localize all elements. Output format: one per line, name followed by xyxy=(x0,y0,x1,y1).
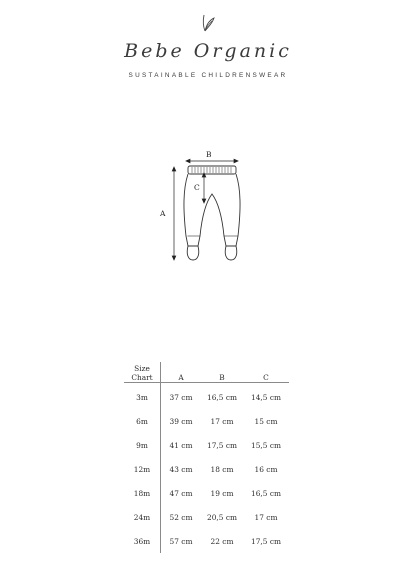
measure-a-cell: 57 cm xyxy=(169,536,193,546)
measure-a-cell: 52 cm xyxy=(169,512,193,522)
measure-b-cell: 16,5 cm xyxy=(207,392,237,402)
size-cell: 36m xyxy=(124,529,161,553)
trousers-outline xyxy=(184,174,240,246)
table-row xyxy=(124,529,289,553)
size-cell: 18m xyxy=(124,481,161,505)
waistband-ribbing xyxy=(192,167,231,173)
measure-c-cell: 17 cm xyxy=(254,512,278,522)
size-chart-header-chart: Chart xyxy=(131,373,153,382)
measure-c-cell: 15,5 cm xyxy=(251,440,281,450)
measure-a-cell: 41 cm xyxy=(169,440,193,450)
measure-a-cell: 39 cm xyxy=(169,416,193,426)
table-row xyxy=(124,409,289,433)
measure-c-cell: 17,5 cm xyxy=(251,536,281,546)
measure-b-cell: 22 cm xyxy=(210,536,234,546)
trousers-measurement-diagram xyxy=(150,144,270,270)
measure-c-cell: 16,5 cm xyxy=(251,488,281,498)
arrow-a-bottom-head xyxy=(172,256,176,260)
brand-tagline: SUSTAINABLE CHILDRENSWEAR xyxy=(128,72,288,79)
size-chart-table xyxy=(124,362,289,553)
arrow-a-top-head xyxy=(172,167,176,171)
size-cell: 9m xyxy=(124,433,161,457)
measure-b-cell: 20,5 cm xyxy=(207,512,237,522)
table-row xyxy=(124,481,289,505)
size-cell: 3m xyxy=(124,383,161,410)
measure-c-cell: 16 cm xyxy=(254,464,278,474)
measure-b-cell: 19 cm xyxy=(210,488,234,498)
measure-a-cell: 43 cm xyxy=(169,464,193,474)
measure-c-cell: 14,5 cm xyxy=(251,392,281,402)
arrow-c-bottom-head xyxy=(202,199,206,203)
measure-a-cell: 37 cm xyxy=(169,392,193,402)
measure-b-cell: 18 cm xyxy=(210,464,234,474)
arrow-b-left-head xyxy=(186,159,190,163)
measure-c-cell: 15 cm xyxy=(254,416,278,426)
size-chart-corner-header xyxy=(124,362,161,383)
size-chart-header-row xyxy=(124,362,289,383)
label-c: C xyxy=(194,183,200,192)
arrow-b-right-head xyxy=(234,159,238,163)
measure-b-cell: 17 cm xyxy=(210,416,234,426)
measure-a-cell: 47 cm xyxy=(169,488,193,498)
size-cell: 24m xyxy=(124,505,161,529)
label-a: A xyxy=(160,209,166,218)
label-b: B xyxy=(206,150,212,159)
size-cell: 6m xyxy=(124,409,161,433)
table-row xyxy=(124,505,289,529)
size-chart-header-size: Size xyxy=(134,364,150,373)
table-row xyxy=(124,457,289,481)
table-row xyxy=(124,433,289,457)
table-row xyxy=(124,383,289,410)
size-cell: 12m xyxy=(124,457,161,481)
column-header-c: C xyxy=(243,362,289,383)
column-header-a: A xyxy=(161,362,202,383)
leaf-icon xyxy=(199,12,217,34)
measure-b-cell: 17,5 cm xyxy=(207,440,237,450)
column-header-b: B xyxy=(201,362,243,383)
brand-name: Bebe Organic xyxy=(124,40,292,62)
right-foot-outline xyxy=(225,246,237,260)
left-foot-outline xyxy=(187,246,199,260)
